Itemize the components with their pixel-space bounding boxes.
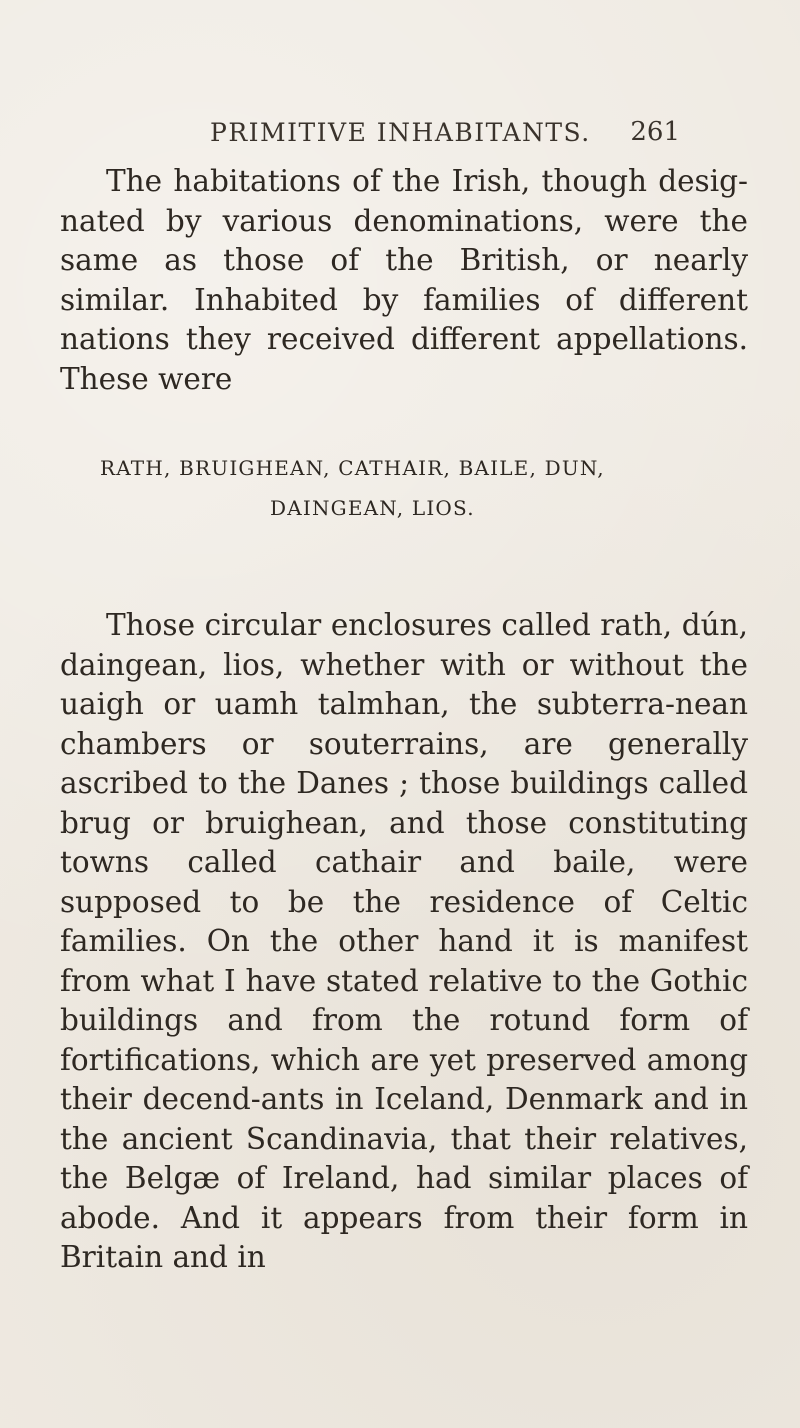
paragraph-habitations: The habitations of the Irish, though desig-nated by various denominations, were the same as those of the British, or nearly similar. Inhabited by families of different nations they received different appellations. These were	[60, 164, 748, 396]
page-number: 261	[630, 117, 680, 147]
term-list	[60, 448, 748, 528]
paragraph-enclosures: Those circular enclosures called rath, dún, daingean, lios, whether with or without the uaigh or uamh talmhan, the subterra-nean chambers or souterrains, are generally ascribed to the Danes ; those buildings called brug or bruighean, and those constituting towns called cathair and baile, were supposed to be the residence of Celtic families. On the other hand it is manifest from what I have stated relative to the Gothic buildings and from the rotund form of fortifications, which are yet preserved among their decend-ants in Iceland, Denmark and in the ancient Scandinavia, that their relatives, the Belgæ of Ireland, had similar places of abode. And it appears from their form in Britain and in	[60, 608, 748, 1274]
term-list-line-2: DAINGEAN, LIOS.	[270, 496, 475, 520]
running-head	[210, 114, 680, 150]
running-title: PRIMITIVE INHABITANTS.	[210, 117, 591, 147]
term-list-line-1: RATH, BRUIGHEAN, CATHAIR, BAILE, DUN,	[100, 456, 605, 480]
